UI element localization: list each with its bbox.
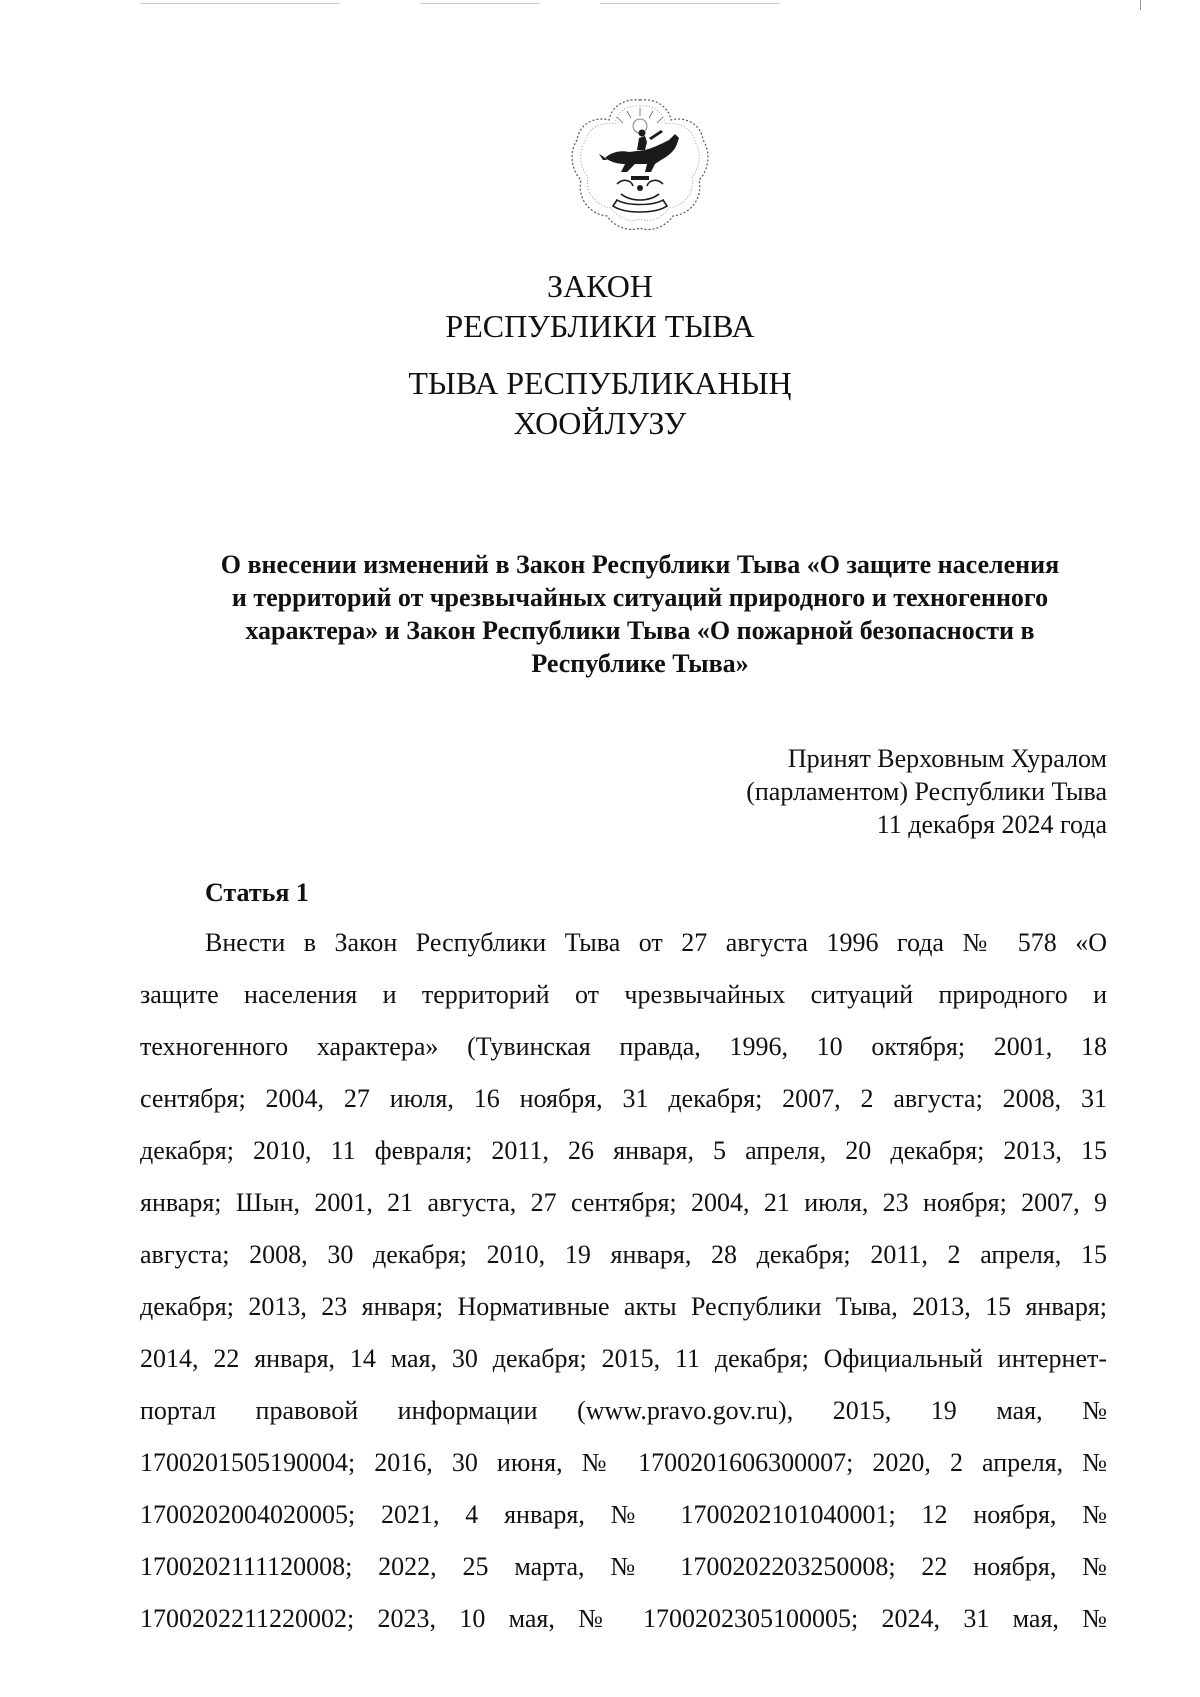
body-line: портал правовой информации (www.pravo.gov.ru), 2015, 19 мая, № (140, 1396, 1107, 1425)
law-title-russian (0, 266, 1200, 346)
body-line: 1700202211220002; 2023, 10 мая, № 1700202305100005; 2024, 31 мая, № (140, 1604, 1107, 1633)
heading-line: характера» и Закон Республики Тыва «О пожарной безопасности в (245, 616, 1035, 645)
law-title-tuvan (0, 363, 1200, 443)
adoption-line: Принят Верховным Хуралом (787, 744, 1107, 773)
scan-artifact (600, 3, 780, 4)
tyva-coat-of-arms-icon (565, 94, 715, 234)
title-line: РЕСПУБЛИКИ ТЫВА (445, 308, 755, 344)
scan-artifact (140, 3, 340, 4)
adoption-line: (парламентом) Республики Тыва (746, 777, 1107, 806)
article-body (140, 917, 1107, 1645)
body-line: августа; 2008, 30 декабря; 2010, 19 января, 28 декабря; 2011, 2 апреля, 15 (140, 1240, 1107, 1269)
body-line: декабря; 2010, 11 февраля; 2011, 26 января, 5 апреля, 20 декабря; 2013, 15 (140, 1136, 1107, 1165)
body-line: Внести в Закон Республики Тыва от 27 августа 1996 года № 578 «О (205, 928, 1107, 957)
body-line: защите населения и территорий от чрезвычайных ситуаций природного и (140, 980, 1107, 1009)
title-line: ХООЙЛУЗУ (513, 405, 687, 441)
heading-line: и территорий от чрезвычайных ситуаций природного и техногенного (231, 583, 1049, 612)
body-line: 1700201505190004; 2016, 30 июня, № 1700201606300007; 2020, 2 апреля, № (140, 1448, 1107, 1477)
body-line: техногенного характера» (Тувинская правда, 1996, 10 октября; 2001, 18 (140, 1032, 1107, 1061)
scan-artifact (420, 3, 540, 4)
article-title: Статья 1 (205, 878, 309, 907)
body-line: декабря; 2013, 23 января; Нормативные акты Республики Тыва, 2013, 15 января; (140, 1292, 1107, 1321)
title-line: ТЫВА РЕСПУБЛИКАНЫҢ (408, 365, 792, 401)
law-heading (150, 548, 1130, 680)
heading-line: О внесении изменений в Закон Республики Тыва «О защите населения (220, 550, 1060, 579)
adoption-note (660, 742, 1107, 841)
body-line: 1700202004020005; 2021, 4 января, № 1700202101040001; 12 ноября, № (140, 1500, 1107, 1529)
body-line: 1700202111120008; 2022, 25 марта, № 1700202203250008; 22 ноября, № (140, 1552, 1107, 1581)
body-line: 2014, 22 января, 14 мая, 30 декабря; 2015, 11 декабря; Официальный интернет- (140, 1344, 1107, 1373)
body-line: сентября; 2004, 27 июля, 16 ноября, 31 декабря; 2007, 2 августа; 2008, 31 (140, 1084, 1107, 1113)
heading-line: Республике Тыва» (531, 649, 749, 678)
adoption-date: 11 декабря 2024 года (876, 810, 1107, 839)
body-line: января; Шын, 2001, 21 августа, 27 сентября; 2004, 21 июля, 23 ноября; 2007, 9 (140, 1188, 1107, 1217)
title-line: ЗАКОН (547, 268, 653, 304)
scan-artifact (1140, 0, 1141, 10)
